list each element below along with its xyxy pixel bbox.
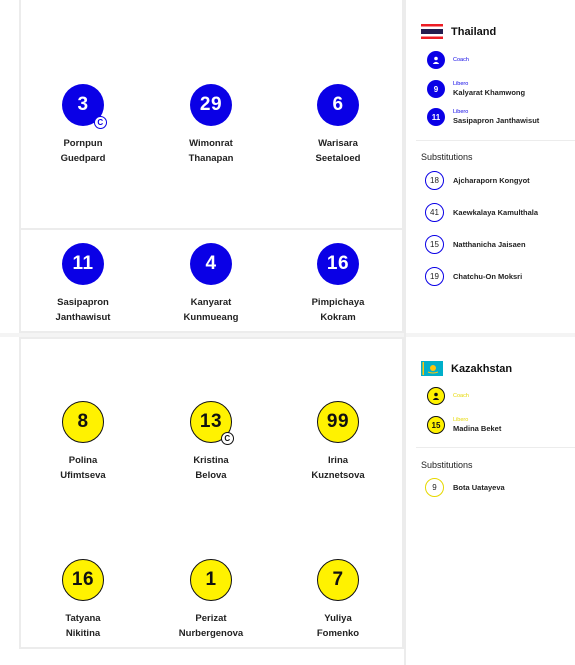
sub-row[interactable]	[425, 478, 505, 497]
jersey-number: 1	[190, 559, 232, 601]
player-card[interactable]	[156, 84, 266, 166]
jersey-number: 6	[317, 84, 359, 126]
player-name: Kristina Belova	[193, 455, 229, 481]
role-label: Libero	[453, 109, 469, 115]
jersey-number: 16	[62, 559, 104, 601]
player-card[interactable]	[283, 401, 393, 483]
player-name: Tatyana Nikitina	[65, 613, 101, 639]
player-card[interactable]	[156, 401, 266, 483]
team-header-thailand	[421, 24, 575, 39]
player-name: Wimonrat Thanapan	[188, 138, 234, 164]
sub-name: Chatchu-On Moksri	[453, 272, 523, 281]
player-card[interactable]	[283, 243, 393, 325]
libero-name: Kalyarat Khamwong	[453, 88, 526, 97]
player-card[interactable]	[156, 559, 266, 641]
sub-number: 15	[425, 235, 444, 254]
coach-row	[427, 387, 469, 405]
jersey-number: 4	[190, 243, 232, 285]
role-label: Libero	[453, 417, 469, 423]
section-divider	[416, 447, 575, 448]
section-divider	[416, 140, 575, 141]
attack-line	[21, 228, 402, 230]
libero-number: 11	[427, 108, 445, 126]
jersey-number: 29	[190, 84, 232, 126]
libero-number: 9	[427, 80, 445, 98]
sub-number: 18	[425, 171, 444, 190]
team-name: Kazakhstan	[451, 362, 513, 375]
jersey-number: 7	[317, 559, 359, 601]
sub-row[interactable]	[425, 267, 522, 286]
libero-name: Madina Beket	[453, 424, 502, 433]
player-card[interactable]	[28, 243, 138, 325]
sub-name: Ajcharaporn Kongyot	[453, 176, 530, 185]
libero-number: 15	[427, 416, 445, 434]
player-name: Pimpichaya Kokram	[311, 297, 365, 323]
player-name: Kanyarat Kunmueang	[183, 297, 239, 323]
libero-row[interactable]	[427, 108, 539, 126]
coach-row	[427, 51, 469, 69]
libero-row[interactable]	[427, 80, 525, 98]
player-card[interactable]	[28, 84, 138, 166]
captain-badge-icon: C	[94, 116, 107, 129]
jersey-number: 13 C	[190, 401, 232, 443]
player-card[interactable]	[283, 559, 393, 641]
player-card[interactable]	[28, 559, 138, 641]
sub-number: 41	[425, 203, 444, 222]
sub-row[interactable]	[425, 235, 526, 254]
player-name: Warisara Seetaloed	[315, 138, 361, 164]
jersey-number: 11	[62, 243, 104, 285]
jersey-number: 3 C	[62, 84, 104, 126]
player-name: Pornpun Guedpard	[60, 138, 106, 164]
substitutions-title: Substitutions	[421, 152, 473, 162]
person-icon	[427, 51, 445, 69]
player-card[interactable]	[283, 84, 393, 166]
sub-row[interactable]	[425, 203, 538, 222]
player-name: Sasipapron Janthawisut	[55, 297, 111, 323]
jersey-number: 8	[62, 401, 104, 443]
role-label: Libero	[453, 81, 469, 87]
player-name: Polina Ufimtseva	[60, 455, 106, 481]
player-name: Irina Kuznetsova	[311, 455, 365, 481]
net-divider	[0, 333, 575, 337]
jersey-number: 16	[317, 243, 359, 285]
thailand-flag-icon	[421, 24, 443, 39]
jersey-number: 99	[317, 401, 359, 443]
kazakhstan-flag-icon	[421, 361, 443, 376]
libero-row[interactable]	[427, 416, 501, 434]
sub-name: Bota Uatayeva	[453, 483, 505, 492]
sub-number: 19	[425, 267, 444, 286]
player-card[interactable]	[28, 401, 138, 483]
person-icon	[427, 387, 445, 405]
coach-label: Coach	[453, 392, 469, 399]
team-name: Thailand	[451, 25, 497, 38]
sub-number: 9	[425, 478, 444, 497]
coach-label: Coach	[453, 56, 469, 63]
sub-row[interactable]	[425, 171, 530, 190]
team-header-kazakhstan	[421, 361, 575, 376]
panel-divider	[404, 0, 406, 665]
sub-name: Natthanicha Jaisaen	[453, 240, 526, 249]
player-name: Perizat Nurbergenova	[178, 613, 244, 639]
player-name: Yuliya Fomenko	[316, 613, 360, 639]
substitutions-title: Substitutions	[421, 460, 473, 470]
sub-name: Kaewkalaya Kamulthala	[453, 208, 539, 217]
player-card[interactable]	[156, 243, 266, 325]
libero-name: Sasipapron Janthawisut	[453, 116, 540, 125]
captain-badge-icon: C	[221, 432, 234, 445]
